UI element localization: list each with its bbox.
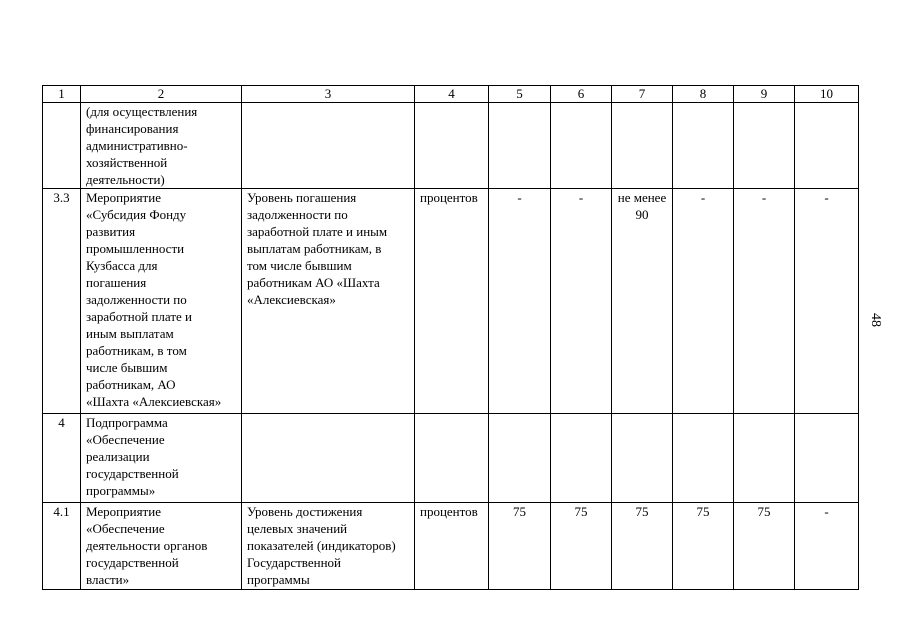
value-6: - [578,190,584,205]
value-cell-10 [795,189,859,414]
value-cell-8 [673,414,734,503]
event-name: Мероприятие «Обеспечение деятельности органов государственной власти» [86,504,208,587]
column-header-5: 5 [489,86,551,103]
unit-cell [415,103,489,189]
row-number-cell [43,414,81,503]
table-row [43,414,859,503]
value-7: 75 [635,504,649,519]
value-cell-6 [551,103,612,189]
column-header-3: 3 [242,86,415,103]
column-header-10: 10 [795,86,859,103]
value-10: - [824,504,829,519]
column-number-row [43,86,859,103]
indicator-name-cell [242,103,415,189]
value-cell-7 [612,503,673,590]
table-row [43,103,859,189]
indicator-name: Уровень погашения задолженности по заработной плате и иным выплатам работникам, в том числе бывшим работникам АО «Шахта «Алексиевская» [247,190,388,307]
indicator-name-cell [242,189,415,414]
event-name-cell [81,503,242,590]
unit-cell [415,414,489,503]
row-number: 4 [58,415,65,430]
value-cell-5 [489,189,551,414]
event-name-cell [81,103,242,189]
value-cell-7 [612,189,673,414]
indicator-name-cell [242,414,415,503]
column-header-2: 2 [81,86,242,103]
event-name: Подпрограмма «Обеспечение реализации государственной программы» [86,415,179,498]
value-cell-9 [734,189,795,414]
value-cell-6 [551,503,612,590]
page-number: 48 [868,313,883,327]
value-cell-6 [551,189,612,414]
value-cell-5 [489,414,551,503]
value-cell-8 [673,503,734,590]
value-9: 75 [757,504,771,519]
value-cell-10 [795,103,859,189]
value-cell-7 [612,414,673,503]
table-row [43,189,859,414]
column-header-8: 8 [673,86,734,103]
unit: процентов [420,504,478,519]
value-10: - [824,190,829,205]
value-cell-8 [673,189,734,414]
column-header-4: 4 [415,86,489,103]
value-5: 75 [513,504,526,519]
value-5: - [517,190,522,205]
event-name-cell [81,189,242,414]
value-cell-10 [795,414,859,503]
value-cell-9 [734,503,795,590]
unit-cell [415,503,489,590]
value-cell-5 [489,103,551,189]
value-9: - [761,190,767,205]
row-number: 3.3 [53,190,70,205]
column-header-9: 9 [734,86,795,103]
row-number: 4.1 [53,504,70,519]
column-header-1: 1 [43,86,81,103]
value-6: 75 [574,504,588,519]
value-7: не менее 90 [617,190,667,222]
value-cell-9 [734,103,795,189]
row-number-cell [43,103,81,189]
value-cell-6 [551,414,612,503]
unit: процентов [420,190,478,205]
value-8: 75 [696,504,710,519]
value-cell-7 [612,103,673,189]
value-cell-9 [734,414,795,503]
table-row [43,503,859,590]
indicators-table [42,85,859,590]
column-header-6: 6 [551,86,612,103]
row-number-cell [43,189,81,414]
value-cell-8 [673,103,734,189]
event-name-cell [81,414,242,503]
event-name: (для осуществления финансирования административно- хозяйственной деятельности) [86,104,198,187]
row-number-cell [43,503,81,590]
indicator-name: Уровень достижения целевых значений показателей (индикаторов) Государственной программы [247,504,396,587]
unit-cell [415,189,489,414]
value-cell-10 [795,503,859,590]
column-header-7: 7 [612,86,673,103]
value-8: - [700,190,706,205]
event-name: Мероприятие «Субсидия Фонду развития промышленности Кузбасса для погашения задолженности по заработной плате и иным выплатам работникам, в том числе бывшим работникам, АО «Шахта «Алексиевская» [86,190,222,409]
value-cell-5 [489,503,551,590]
indicator-name-cell [242,503,415,590]
